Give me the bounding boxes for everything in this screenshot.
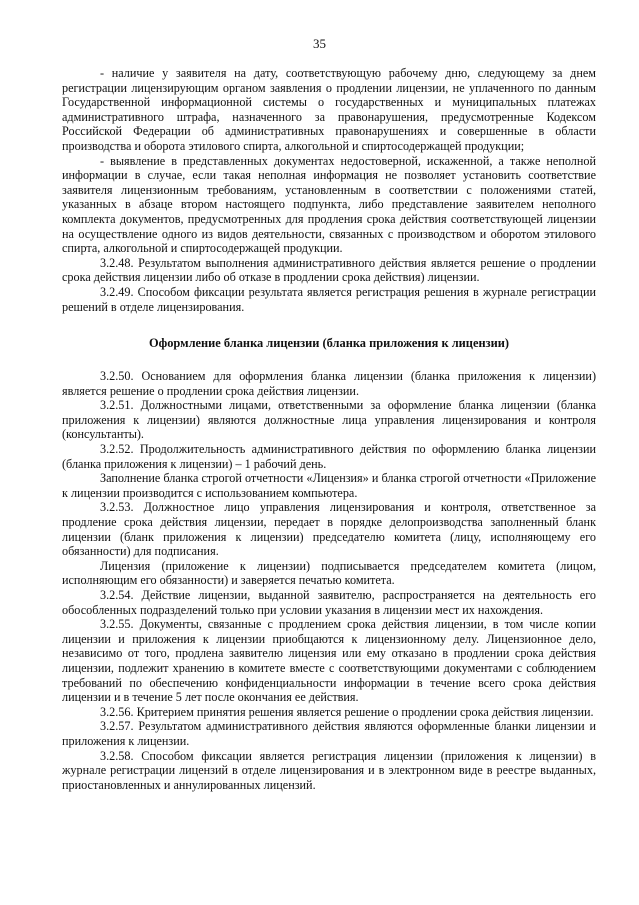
section-heading: Оформление бланка лицензии (бланка приложения к лицензии) (149, 336, 509, 351)
paragraph: 3.2.56. Критерием принятия решения является решение о продлении срока действия лицензии. (100, 704, 594, 719)
paragraph: 3.2.58. Способом фиксации является регистрация лицензии (приложения к лицензии) в журнале регистрации лицензий в отделе лицензирования и в электронном виде в реестре выданных, приостановленных и аннулированных лицензий. (62, 748, 596, 792)
paragraph: Заполнение бланка строгой отчетности «Лицензия» и бланка строгой отчетности «Приложение к лицензии производится с использованием компьютера. (62, 471, 596, 500)
document-body (62, 66, 596, 792)
paragraph: 3.2.52. Продолжительность административного действия по оформлению бланка лицензии (бланка приложения к лицензии) – 1 рабочий день. (62, 442, 596, 471)
paragraph: 3.2.51. Должностными лицами, ответственными за оформление бланка лицензии (бланка приложения к лицензии) являются должностные лица управления лицензирования и контроля (консультанты). (62, 398, 596, 442)
paragraph: 3.2.50. Основанием для оформления бланка лицензии (бланка приложения к лицензии) является решение о продлении срока действия лицензии. (62, 369, 596, 398)
paragraph: 3.2.54. Действие лицензии, выданной заявителю, распространяется на деятельность его обособленных подразделений только при условии указания в лицензии мест их нахождения. (62, 588, 596, 617)
paragraph: 3.2.53. Должностное лицо управления лицензирования и контроля, ответственное за продление срока действия лицензии, передает в порядке делопроизводства заполненный бланк лицензии (бланк приложения к лицензии) председателю комитета (лицу, исполняющему его обязанности) для подписания. (62, 500, 596, 559)
paragraph: 3.2.57. Результатом административного действия являются оформленные бланки лицензии и приложения к лицензии. (62, 719, 596, 748)
paragraph: 3.2.49. Способом фиксации результата является регистрация решения в журнале регистрации решений в отделе лицензирования. (62, 284, 596, 314)
paragraph: 3.2.48. Результатом выполнения административного действия является решение о продлении срока действия лицензии либо об отказе в продлении срока действия) лицензии. (62, 255, 596, 285)
paragraph: Лицензия (приложение к лицензии) подписывается председателем комитета (лицом, исполняющим его обязанности) и заверяется печатью комитета. (62, 558, 596, 588)
page-number: 35 (313, 36, 326, 51)
paragraph: - наличие у заявителя на дату, соответствующую рабочему дню, следующему за днем регистрации лицензирующим органом заявления о продлении лицензии, не уплаченного по данным Государственной информационной системы о государственных и муниципальных платежах административного штрафа, назначенного за правонарушения, предусмотренные Кодексом Российской Федерации об административных правонарушениях и совершенные в области производства и оборота этилового спирта, алкогольной и спиртосодержащей продукции; (62, 66, 596, 153)
paragraph: 3.2.55. Документы, связанные с продлением срока действия лицензии, в том числе копии лицензии и приложения к лицензии приобщаются к лицензионному делу. Лицензионное дело, независимо от того, продлена заявителю лицензия или ему отказано в продлении срока действия лицензии, подлежит хранению в комитете вместе с соответствующими документами с соблюдением требований по обеспечению конфиденциальности информации в течение всего срока действия лицензии и в течение 5 лет после окончания ее действия. (62, 617, 596, 705)
paragraph: - выявление в представленных документах недостоверной, искаженной, а также неполной информации в случае, если такая неполная информация не позволяет установить соответствие заявителя лицензионным требованиям, установленным в соответствии с положениями статей, указанных в абзаце втором настоящего подпункта, либо представление заявителем неполного комплекта документов, предусмотренных для продления срока действия соответствующей лицензии на осуществление одного из видов деятельности, связанных с производством и оборотом этилового спирта, алкогольной и спиртосодержащей продукции. (62, 153, 596, 256)
